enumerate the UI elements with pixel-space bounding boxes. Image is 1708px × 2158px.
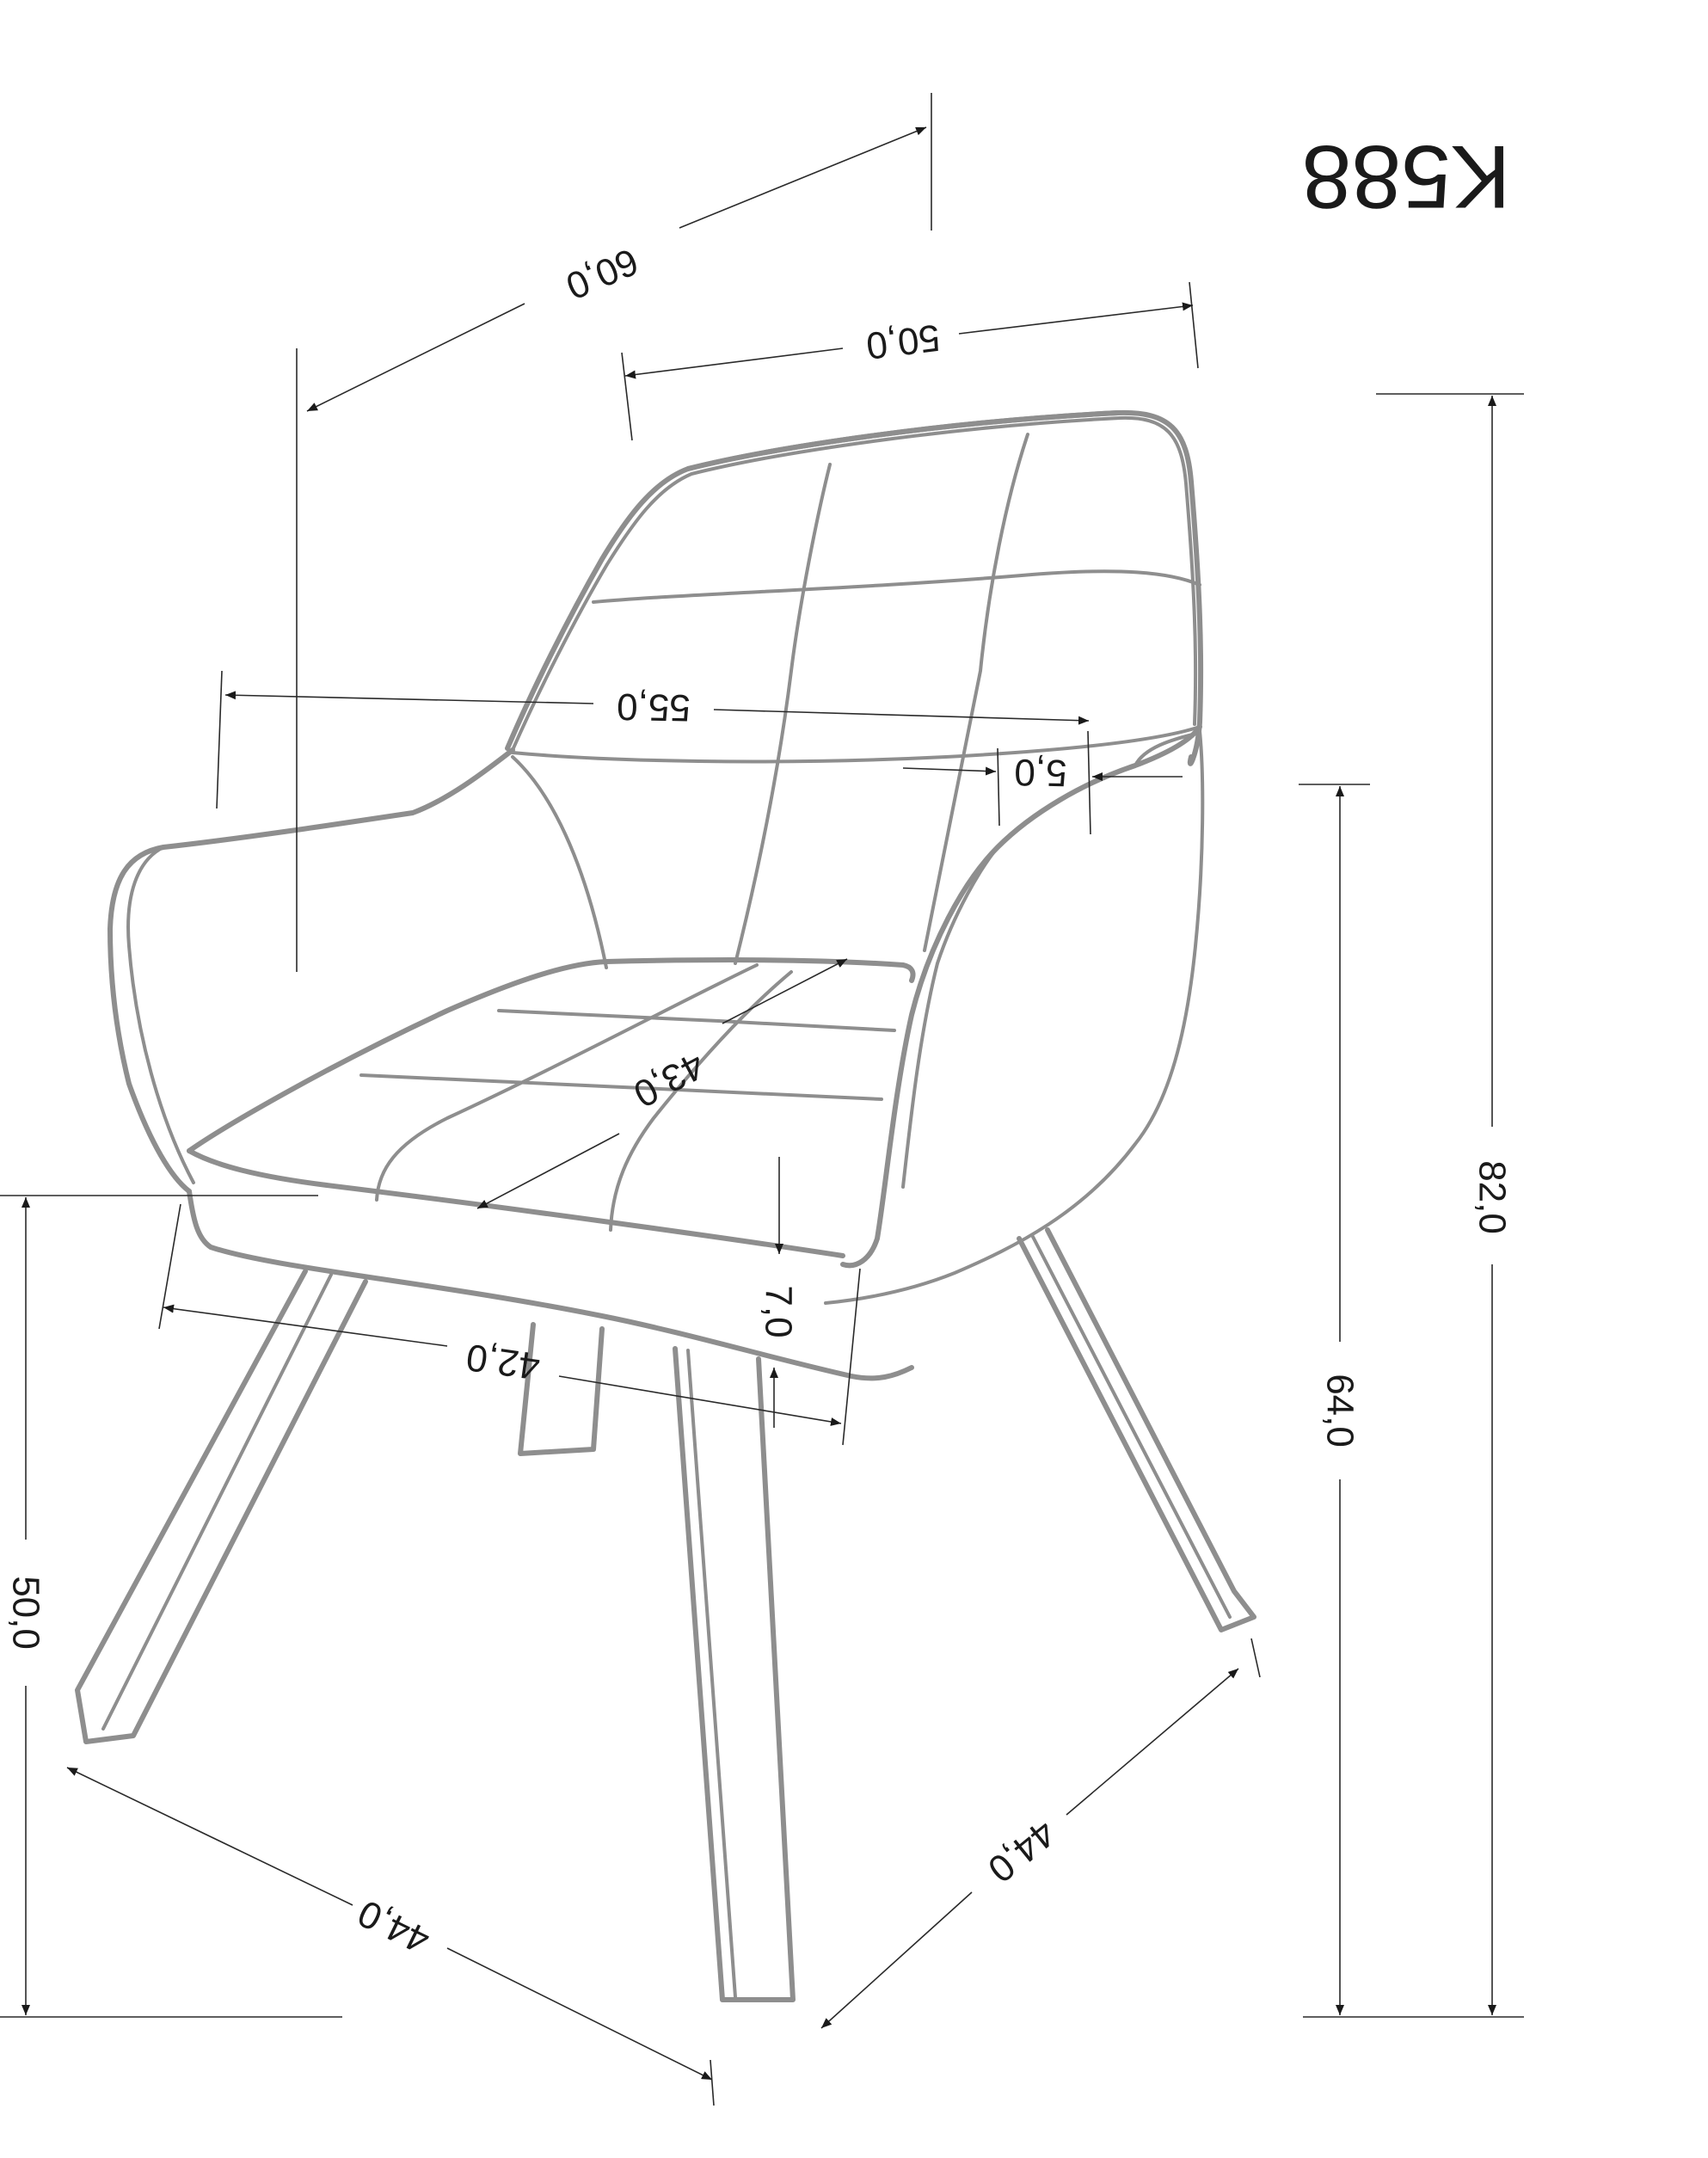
leg-back-right [1019, 1230, 1254, 1630]
dim-leg-span-right: 44,0 [980, 1811, 1064, 1891]
dim-height-arm: 64,0 [1318, 1374, 1361, 1448]
model-label [1302, 126, 1511, 226]
right-arm [843, 727, 1200, 1265]
left-arm [110, 750, 513, 1191]
dim-depth-overall: 60,0 [560, 239, 644, 308]
dim-height-seat: 50,0 [4, 1576, 47, 1650]
dim-seat-cushion: 7,0 [757, 1285, 800, 1338]
dim-seat-depth: 43,0 [626, 1043, 712, 1116]
leg-front-right [675, 1349, 793, 2000]
dim-leg-span-left: 44,0 [351, 1891, 437, 1962]
seat [189, 960, 913, 1151]
dim-armrest: 5,0 [1013, 750, 1068, 795]
dimension-lines [0, 93, 1524, 2106]
leg-back-left [520, 1325, 602, 1454]
model-number: K588 [1301, 126, 1511, 226]
dim-arm-width: 55,0 [616, 685, 691, 729]
dim-height-total: 82,0 [1471, 1160, 1514, 1234]
leg-front-left [77, 1271, 366, 1742]
chair-outline [77, 413, 1254, 2000]
dim-back-width: 50,0 [863, 316, 943, 367]
dim-seat-width: 42,0 [464, 1335, 543, 1388]
